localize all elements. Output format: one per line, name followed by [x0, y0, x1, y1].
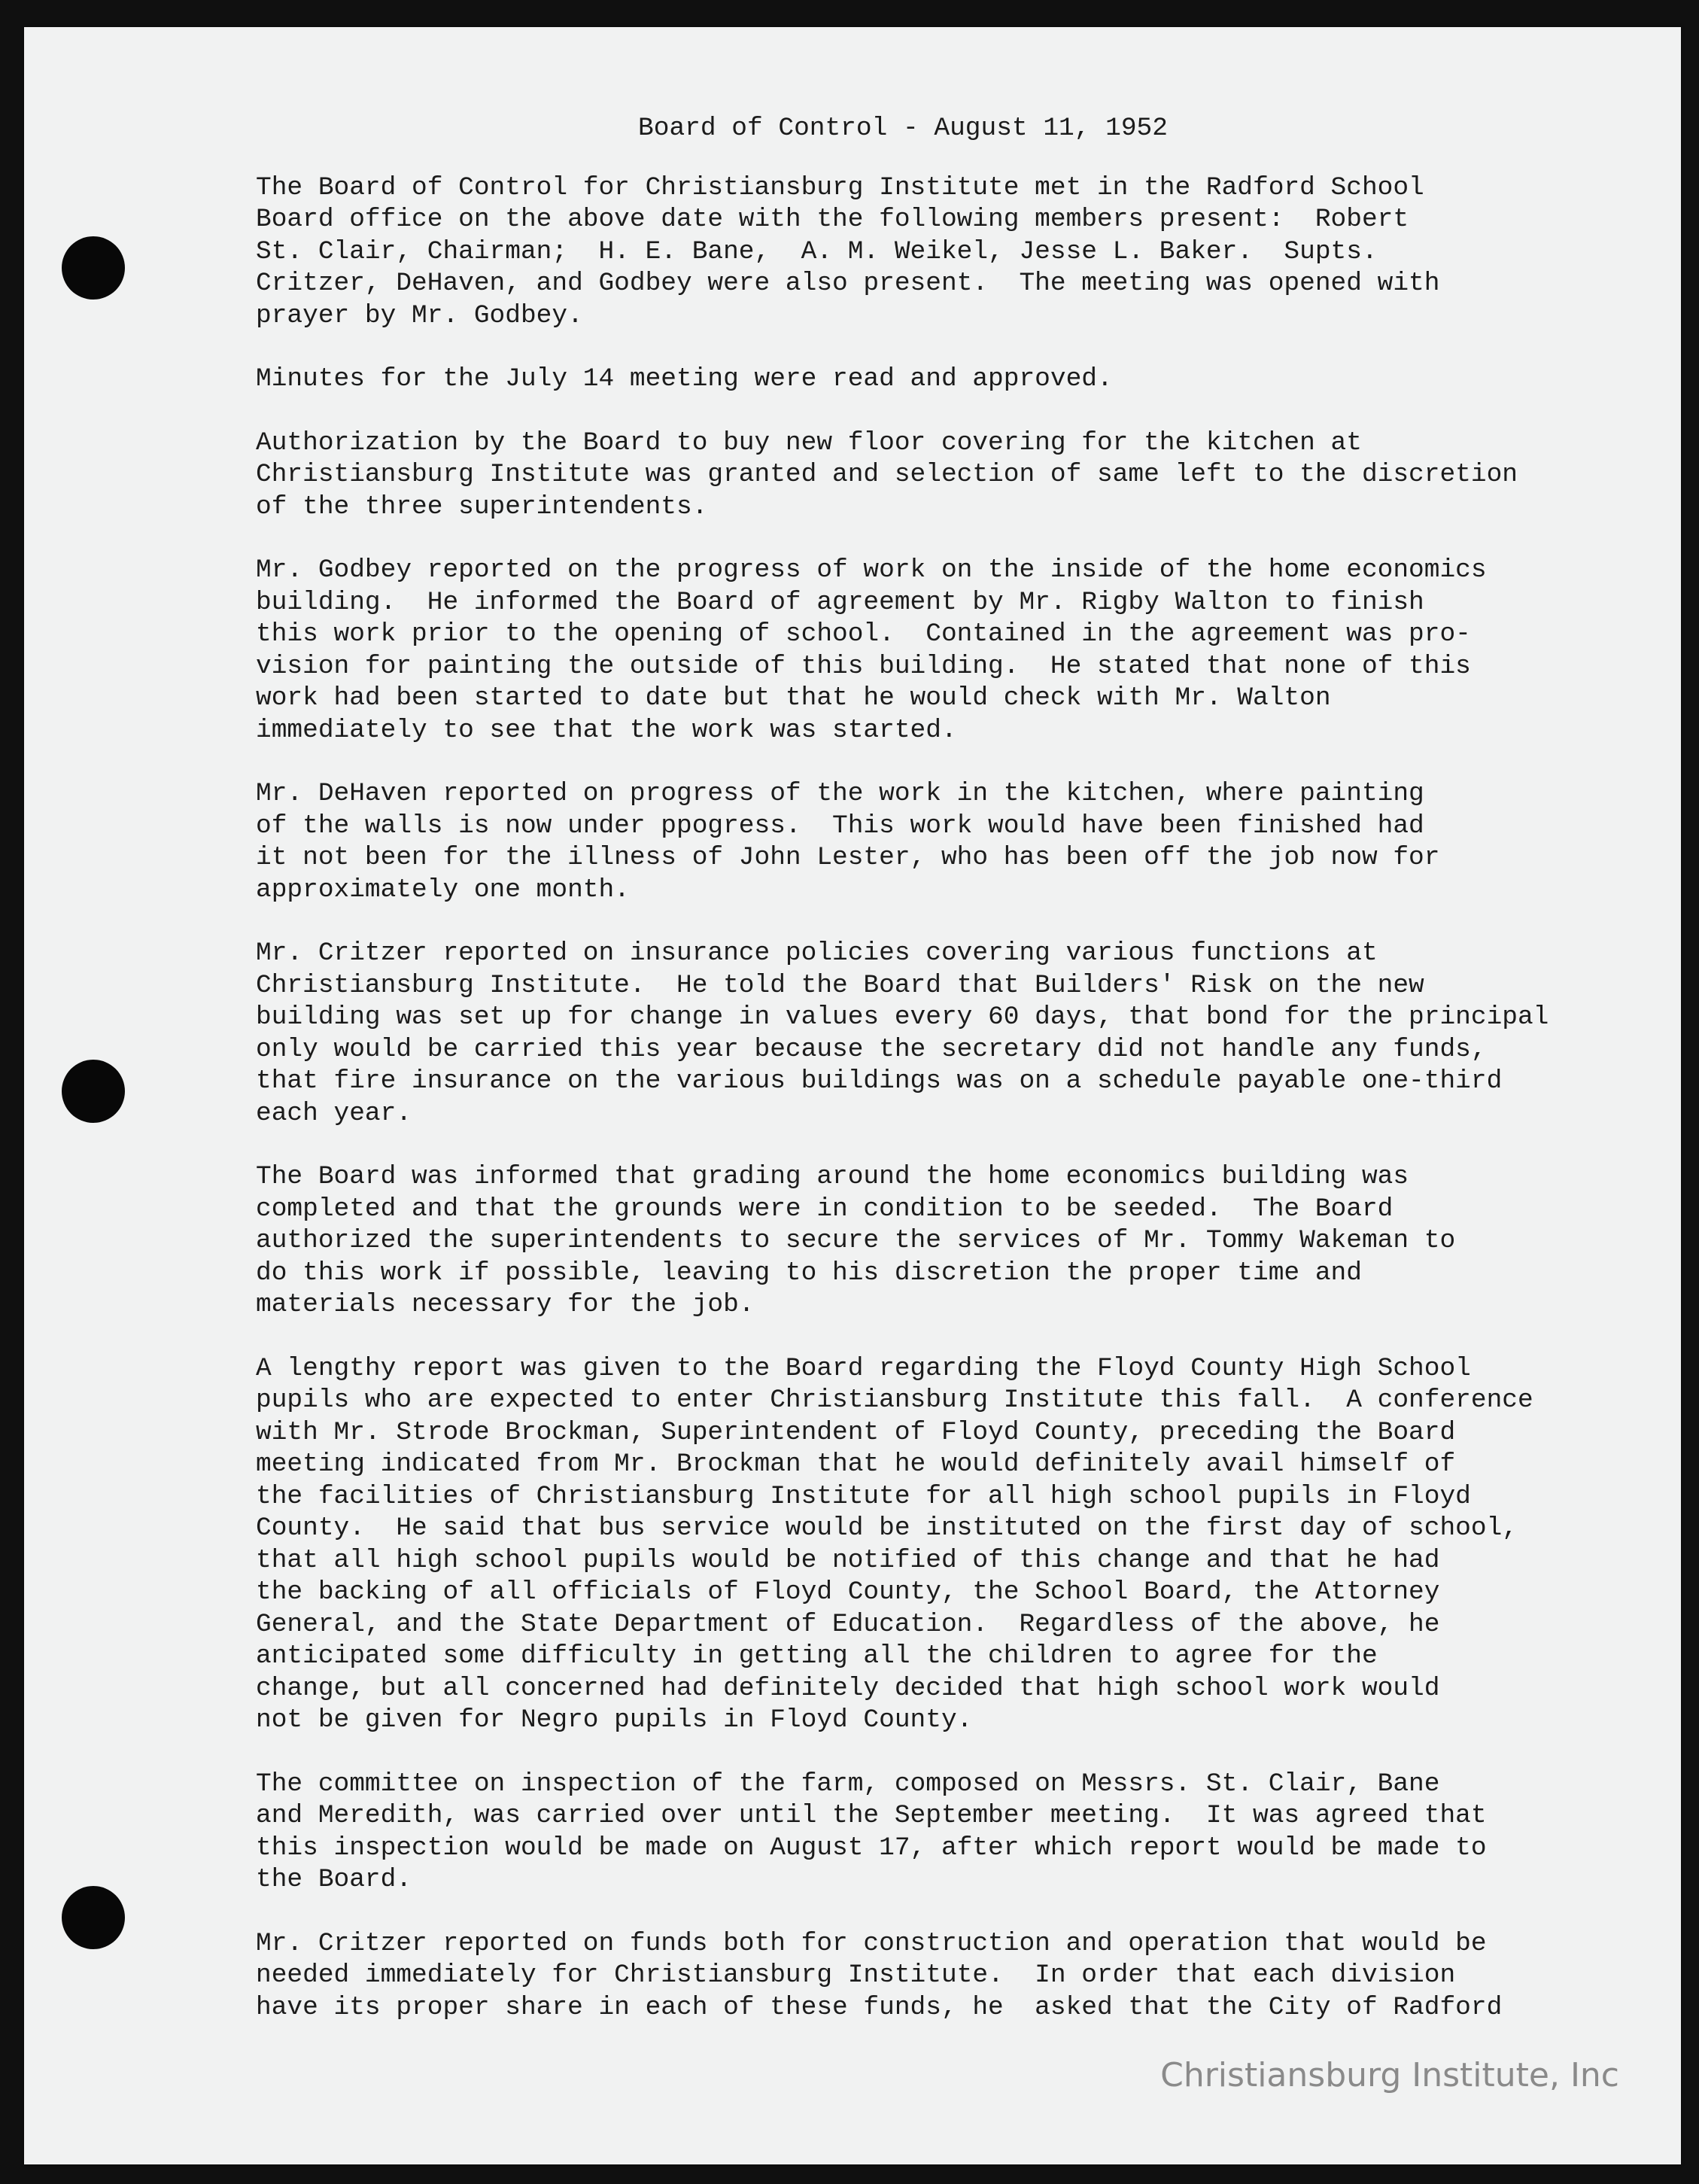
paragraph-line: pupils who are expected to enter Christiansburg Institute this fall. A conference: [256, 1386, 1533, 1415]
paragraph-line: and Meredith, was carried over until the September meeting. It was agreed that: [256, 1801, 1487, 1830]
paragraph-line: Authorization by the Board to buy new floor covering for the kitchen at: [256, 427, 1362, 458]
paragraph: [256, 1928, 1618, 2024]
paragraph-line: Christiansburg Institute was granted and selection of same left to the discretion: [256, 460, 1518, 489]
paragraph-line: A lengthy report was given to the Board regarding the Floyd County High School: [256, 1353, 1471, 1383]
paragraph-line: Board office on the above date with the following members present: Robert: [256, 205, 1409, 234]
paragraph-line: the Board.: [256, 1865, 412, 1894]
paragraph-line: materials necessary for the job.: [256, 1290, 755, 1319]
paragraph-line: with Mr. Strode Brockman, Superintendent of Floyd County, preceding the Board: [256, 1417, 1456, 1447]
document-body: [256, 83, 1618, 2055]
paragraph-line: immediately to see that the work was started.: [256, 715, 957, 745]
paragraph-line: have its proper share in each of these funds, he asked that the City of Radford: [256, 1992, 1503, 2022]
paragraph-line: The Board was informed that grading around the home economics building was: [256, 1162, 1409, 1191]
paragraph-line: Mr. Godbey reported on the progress of work on the inside of the home economics: [256, 555, 1487, 585]
punch-hole-bottom: [62, 1886, 125, 1949]
paragraph-line: the facilities of Christiansburg Institute for all high school pupils in Floyd: [256, 1481, 1471, 1511]
paragraph-line: anticipated some difficulty in getting all the children to agree for the: [256, 1641, 1378, 1671]
paragraph-line: General, and the State Department of Education. Regardless of the above, he: [256, 1609, 1440, 1639]
paragraph-line: approximately one month.: [256, 875, 630, 905]
paragraph-list: [256, 172, 1618, 2024]
paragraph-line: County. He said that bus service would be instituted on the first day of school,: [256, 1513, 1518, 1543]
paragraph: [256, 778, 1618, 906]
paragraph-line: do this work if possible, leaving to his discretion the proper time and: [256, 1258, 1362, 1288]
paragraph-line: The committee on inspection of the farm, composed on Messrs. St. Clair, Bane: [256, 1769, 1440, 1799]
paragraph-line: Critzer, DeHaven, and Godbey were also present. The meeting was opened with: [256, 269, 1440, 298]
paragraph-line: this inspection would be made on August 17, after which report would be made to: [256, 1833, 1487, 1863]
paragraph-line: it not been for the illness of John Lester, who has been off the job now for: [256, 843, 1440, 872]
punch-hole-top: [62, 236, 125, 300]
paragraph-line: building. He informed the Board of agreement by Mr. Rigby Walton to finish: [256, 587, 1424, 617]
paragraph: [256, 938, 1618, 1130]
paragraph-line: work had been started to date but that he would check with Mr. Walton: [256, 683, 1331, 713]
document-title: Board of Control - August 11, 1952: [638, 114, 1168, 143]
paragraph-line: meeting indicated from Mr. Brockman that he would definitely avail himself of: [256, 1449, 1456, 1479]
paragraph-line: that fire insurance on the various buildings was on a schedule payable one-third: [256, 1066, 1503, 1096]
paragraph-line: needed immediately for Christiansburg Institute. In order that each division: [256, 1960, 1456, 1990]
paragraph-line: prayer by Mr. Godbey.: [256, 300, 583, 330]
paragraph-line: the backing of all officials of Floyd County, the School Board, the Attorney: [256, 1577, 1440, 1607]
paragraph: [256, 363, 1618, 396]
paragraph-line: Mr. Critzer reported on funds both for construction and operation that would be: [256, 1928, 1487, 1958]
paragraph-line: authorized the superintendents to secure the services of Mr. Tommy Wakeman to: [256, 1226, 1456, 1255]
paragraph: [256, 1769, 1618, 1897]
paragraph-line: St. Clair, Chairman; H. E. Bane, A. M. Weikel, Jesse L. Baker. Supts.: [256, 236, 1378, 266]
paragraph-line: of the walls is now under ppogress. This work would have been finished had: [256, 811, 1424, 841]
paragraph-line: change, but all concerned had definitely decided that high school work would: [256, 1673, 1440, 1703]
paragraph-line: vision for painting the outside of this building. He stated that none of this: [256, 651, 1471, 681]
paragraph: [256, 555, 1618, 747]
paragraph-line: that all high school pupils would be notified of this change and that he had: [256, 1545, 1440, 1575]
paragraph-line: Christiansburg Institute. He told the Board that Builders' Risk on the new: [256, 970, 1424, 1000]
paragraph-line: only would be carried this year because the secretary did not handle any funds,: [256, 1034, 1487, 1064]
paragraph-line: completed and that the grounds were in condition to be seeded. The Board: [256, 1194, 1394, 1224]
paragraph-line: not be given for Negro pupils in Floyd County.: [256, 1705, 973, 1735]
paragraph: [256, 1353, 1618, 1737]
watermark: Christiansburg Institute, Inc: [1160, 2056, 1619, 2094]
paragraph-line: Mr. DeHaven reported on progress of the work in the kitchen, where painting: [256, 779, 1424, 808]
paragraph-line: Mr. Critzer reported on insurance policies covering various functions at: [256, 938, 1378, 968]
paragraph: [256, 1161, 1618, 1322]
paragraph-line: building was set up for change in values every 60 days, that bond for the principal: [256, 1002, 1549, 1032]
paragraph-line: The Board of Control for Christiansburg Institute met in the Radford School: [256, 172, 1424, 202]
paragraph: [256, 427, 1618, 524]
paragraph-line: Minutes for the July 14 meeting were read and approved.: [256, 364, 1113, 394]
punch-hole-middle: [62, 1060, 125, 1123]
paragraph-line: of the three superintendents.: [256, 491, 708, 522]
paragraph-line: this work prior to the opening of school. Contained in the agreement was pro-: [256, 619, 1471, 649]
paragraph-line: each year.: [256, 1098, 412, 1128]
paragraph: [256, 172, 1618, 333]
